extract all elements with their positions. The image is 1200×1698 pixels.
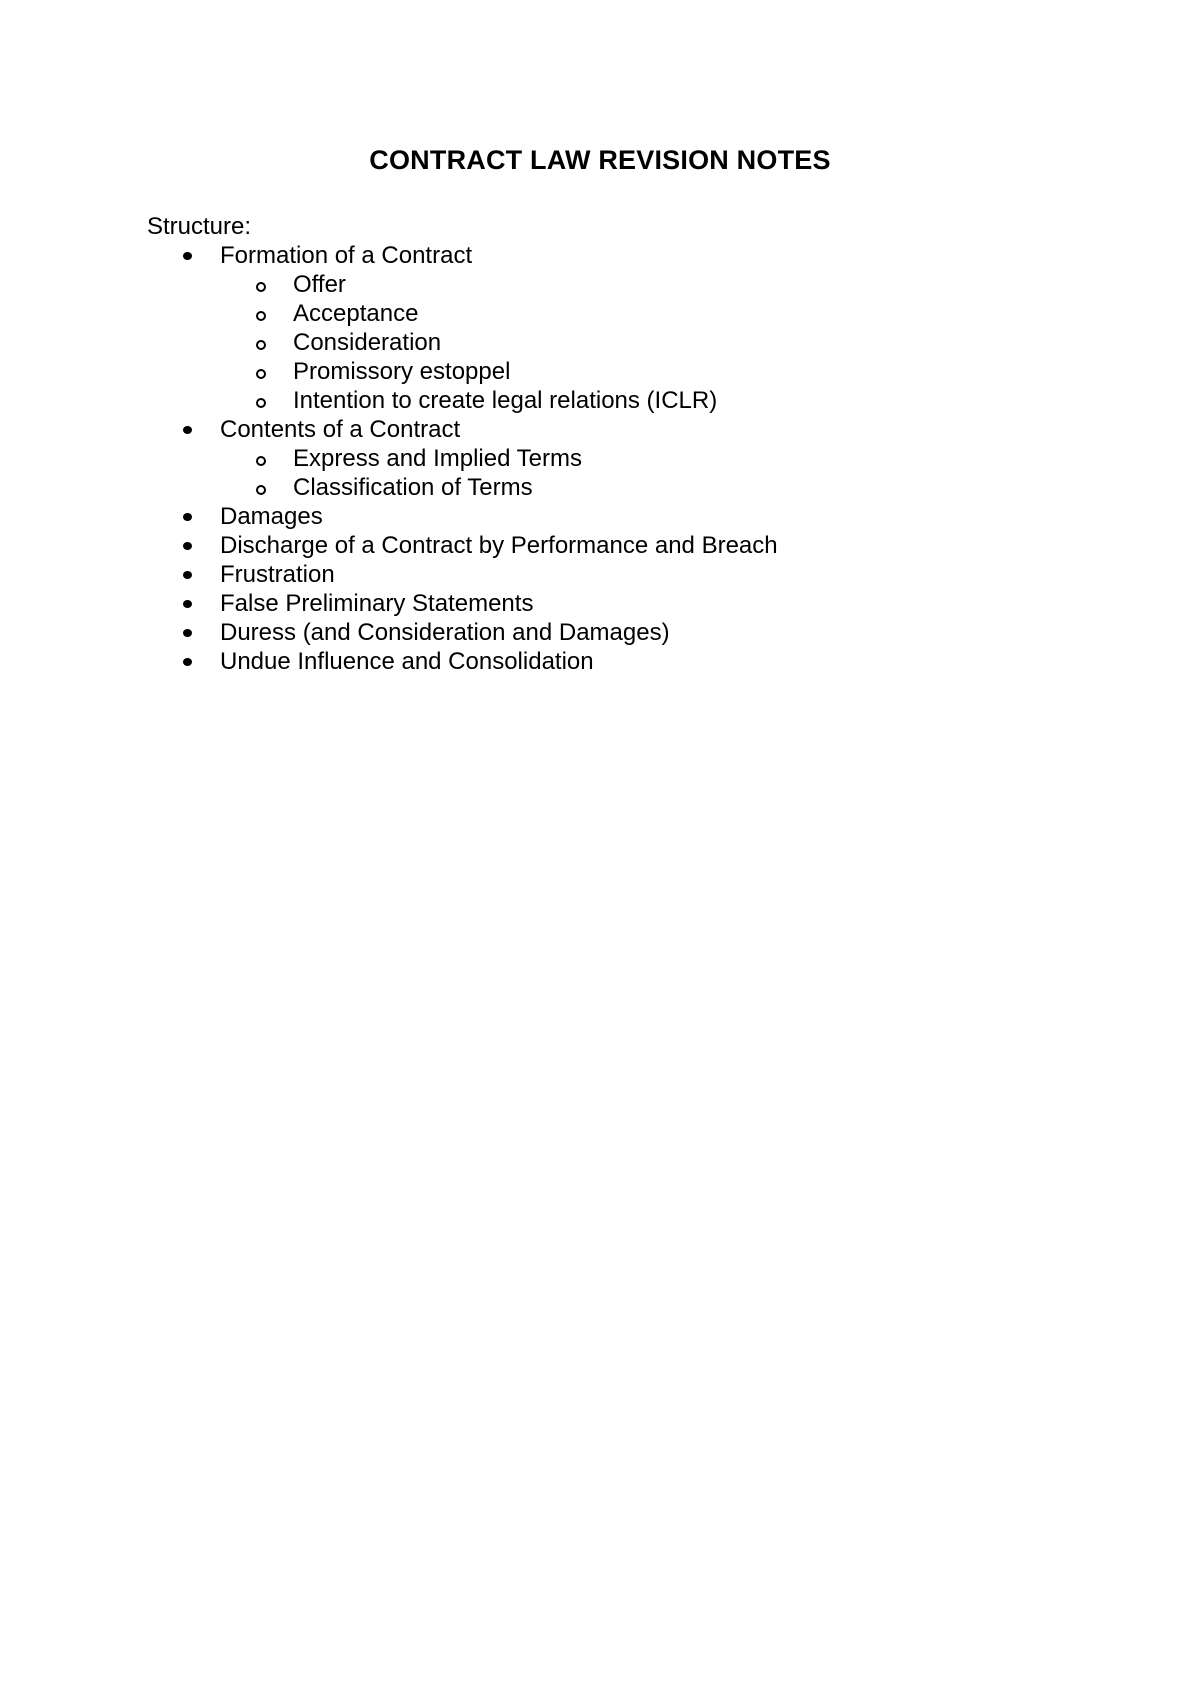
list-item-label: False Preliminary Statements	[220, 590, 534, 617]
list-item-label: Frustration	[220, 561, 335, 588]
list-subitem-label: Classification of Terms	[293, 474, 533, 501]
bullet-disc-icon	[183, 571, 192, 579]
list-item	[147, 531, 1047, 560]
bullet-disc-icon	[183, 513, 192, 521]
list-subitem-label: Promissory estoppel	[293, 358, 511, 385]
topic-list	[147, 241, 1047, 676]
list-subitem	[220, 444, 1047, 473]
list-item	[147, 618, 1047, 647]
list-item-label: Formation of a Contract	[220, 242, 473, 269]
list-item	[147, 589, 1047, 618]
bullet-disc-icon	[183, 629, 192, 637]
bullet-disc-icon	[183, 252, 192, 260]
subtopic-list	[220, 444, 1047, 502]
list-item-label: Damages	[220, 503, 323, 530]
bullet-circle-icon	[256, 340, 266, 350]
list-subitem	[220, 270, 1047, 299]
document-body	[147, 212, 1047, 676]
list-subitem-label: Offer	[293, 271, 346, 298]
list-item	[147, 647, 1047, 676]
list-subitem-label: Acceptance	[293, 300, 419, 327]
bullet-circle-icon	[256, 485, 266, 495]
list-item	[147, 502, 1047, 531]
bullet-disc-icon	[183, 426, 192, 434]
list-subitem-label: Consideration	[293, 329, 442, 356]
subtopic-list	[220, 270, 1047, 415]
bullet-disc-icon	[183, 542, 192, 550]
bullet-circle-icon	[256, 311, 266, 321]
list-subitem	[220, 473, 1047, 502]
list-item	[147, 560, 1047, 589]
list-item-label: Undue Influence and Consolidation	[220, 648, 594, 675]
bullet-disc-icon	[183, 658, 192, 666]
structure-label: Structure:	[147, 213, 252, 240]
list-item	[147, 415, 1047, 502]
list-subitem-label: Intention to create legal relations (ICLR)	[293, 387, 718, 414]
list-subitem	[220, 299, 1047, 328]
bullet-circle-icon	[256, 398, 266, 408]
list-item-label: Discharge of a Contract by Performance and Breach	[220, 532, 778, 559]
list-item-label: Duress (and Consideration and Damages)	[220, 619, 670, 646]
list-item-label: Contents of a Contract	[220, 416, 461, 443]
list-subitem	[220, 386, 1047, 415]
bullet-circle-icon	[256, 369, 266, 379]
document-title: CONTRACT LAW REVISION NOTES	[369, 145, 831, 175]
list-subitem	[220, 328, 1047, 357]
bullet-disc-icon	[183, 600, 192, 608]
list-subitem	[220, 357, 1047, 386]
bullet-circle-icon	[256, 456, 266, 466]
bullet-circle-icon	[256, 282, 266, 292]
list-subitem-label: Express and Implied Terms	[293, 445, 583, 472]
list-item	[147, 241, 1047, 415]
